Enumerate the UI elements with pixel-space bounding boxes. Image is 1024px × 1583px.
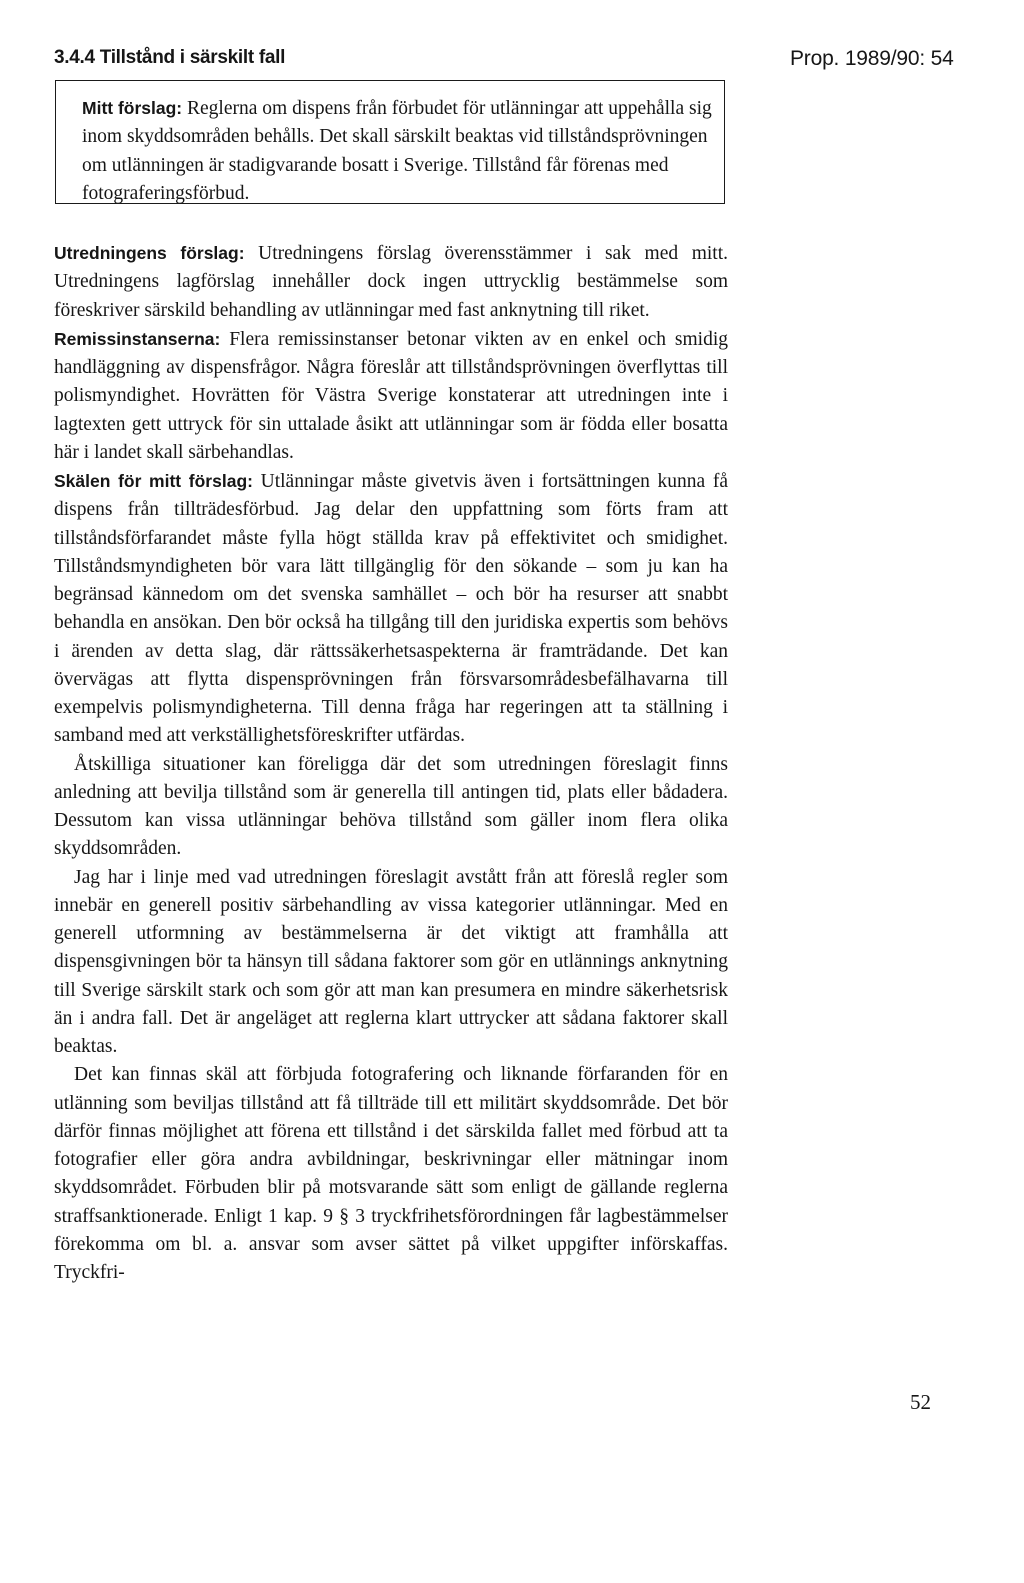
proposition-reference: Prop. 1989/90: 54 (790, 47, 954, 70)
guidelines-paragraph: Jag har i linje med vad utredningen föreslagit avstått från att föreslå regler som innebär en generell positiv särbehandling av vissa kategorier utlänningar. Med en generell utformning av bestämmelserna är det viktigt att framhålla att dispensgivningen bör ta hänsyn till sådana faktorer som gör en utlännings anknytning till Sverige särskilt stark och som gör att man kan presumera en mindre säkerhetsrisk än i andra fall. Det är angeläget att reglerna klart uttrycker att sådana faktorer skall beaktas. (54, 866, 728, 1057)
proposal-text: Reglerna om dispens från förbudet för utlänningar att uppehålla sig inom skyddsområden behålls. Det skall särskilt beaktas vid tillståndsprövningen om utlänningen är stadigvarande bosatt i Sverige. Tillstånd får förenas med fotograferingsförbud. (82, 98, 712, 205)
inquiry-label: Utredningens förslag: (54, 243, 245, 263)
referral-paragraph (54, 325, 728, 467)
page-number: 52 (910, 1390, 931, 1414)
referral-label: Remissinstanserna: (54, 328, 221, 349)
reasons-paragraph (54, 467, 728, 751)
reasons-text: Utlänningar måste givetvis även i fortsättningen kunna få dispens från tillträdesförbud. Jag delar den uppfattning som förts fram att tillståndsförfarandet måste fylla högt ställda krav på effektivitet och smidighet. Tillståndsmyndigheten bör vara lätt tillgänglig för den sökande – som ju kan ha begränsad kännedom om det svenska samhället – och bör ha resurser att snabbt behandla en ansökan. Den bör också ha tillgång till den juridiska expertis som behövs i ärenden av detta slag, där rättssäkerhetsaspekterna är framträdande. Det kan övervägas att flytta dispensprövningen från försvarsområdesbefälhavarna till exempelvis polismyndigheterna. Till denna fråga har regeringen att ta ställning i samband med att verkställighetsföreskrifter utfärdas. (54, 471, 729, 747)
proposal-box (55, 80, 725, 204)
photography-paragraph: Det kan finnas skäl att förbjuda fotografering och liknande förfaranden för en utlänning som beviljas tillstånd att få tillträde till ett militärt skyddsområde. Det bör därför finnas möjlighet att förena ett tillstånd i det särskilda fallet med förbud att ta fotografier eller göra andra avbildningar, beskrivningar eller mätningar inom skyddsområdet. Förbuden blir på motsvarande sätt som enligt de gällande reglerna straffsanktionerade. Enligt 1 kap. 9 § 3 tryckfrihetsförordningen får lagbestämmelser förekomma om bl. a. ansvar som avser sättet på vilket uppgifter införskaffas. Tryckfri- (54, 1064, 728, 1283)
situations-paragraph: Åtskilliga situationer kan föreligga där det som utredningen föreslagit finns anledning att bevilja tillstånd som är generella till antingen tid, plats eller bådadera. Dessutom kan vissa utlänningar behöva tillstånd som gäller inom flera olika skyddsområden. (54, 753, 728, 860)
inquiry-text: Utredningens förslag överensstämmer i sak med mitt. Utredningens lagförslag innehåller dock ingen uttrycklig bestämmelse som föreskriver särskild behandling av utlänningar med fast anknytning till riket. (54, 243, 729, 321)
reasons-label: Skälen för mitt förslag: (54, 471, 253, 491)
section-title: 3.4.4 Tillstånd i särskilt fall (54, 47, 286, 68)
inquiry-paragraph (54, 239, 728, 325)
referral-text: Flera remissinstanser betonar vikten av en enkel och smidig handläggning av dispensfrågor. Några föreslår att tillståndsprövningen överflyttas till polismyndighet. Hovrätten för Västra Sverige konstaterar att utredningen inte i lagtexten gett uttryck för sin uttalade åsikt att utlänningar som är födda eller bosatta här i landet skall särbehandlas. (54, 328, 728, 463)
body-text (54, 239, 728, 1287)
proposal-label: Mitt förslag: (82, 98, 183, 118)
